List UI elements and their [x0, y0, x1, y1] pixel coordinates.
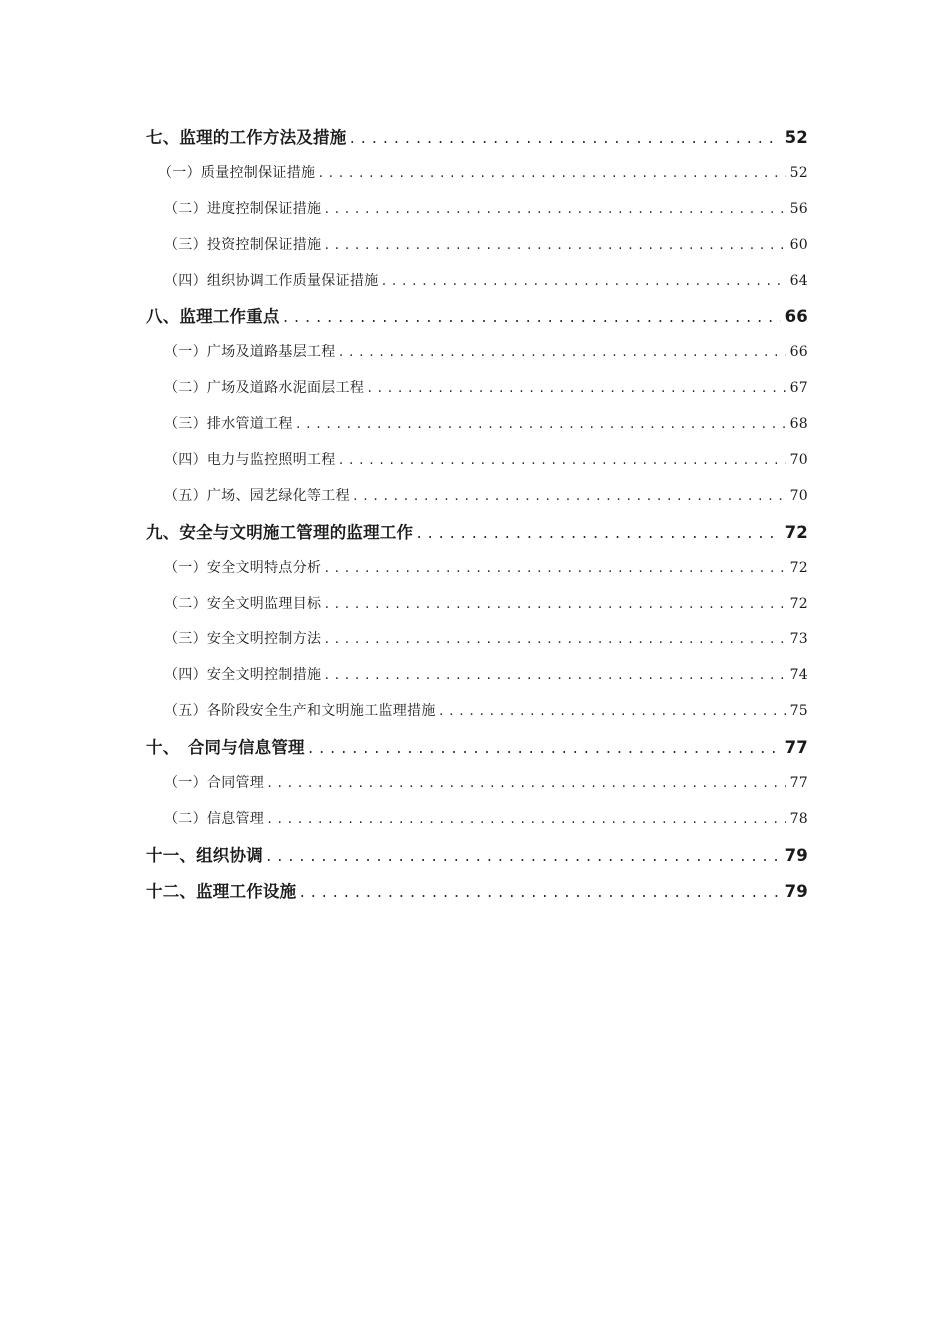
toc-entry-title: （二）安全文明监理目标: [164, 595, 322, 612]
toc-chapter-entry[interactable]: [146, 120, 808, 156]
toc-entry-title: 九、安全与文明施工管理的监理工作: [146, 522, 414, 542]
toc-section-entry[interactable]: [146, 407, 808, 443]
toc-chapter-entry[interactable]: [146, 515, 808, 551]
toc-page-number: 73: [789, 631, 808, 648]
toc-page-number: 56: [789, 200, 808, 217]
toc-entry-title: （三）排水管道工程: [164, 416, 293, 433]
toc-section-entry[interactable]: [146, 587, 808, 623]
toc-section-entry[interactable]: [146, 228, 808, 264]
toc-chapter-entry[interactable]: [146, 299, 808, 335]
toc-entry-title: 八、监理工作重点: [146, 307, 280, 327]
toc-dot-leader: [282, 301, 781, 337]
toc-page-number: 74: [789, 667, 808, 684]
toc-section-entry[interactable]: [146, 622, 808, 658]
toc-page-number: 77: [789, 775, 808, 792]
toc-entry-title: （二）信息管理: [164, 810, 265, 827]
toc-page-number: 67: [789, 380, 808, 397]
toc-dot-leader: [317, 156, 785, 192]
toc-section-entry[interactable]: [146, 658, 808, 694]
toc-entry-title: 七、监理的工作方法及措施: [146, 128, 347, 147]
toc-page-number: 77: [784, 738, 808, 758]
toc-section-entry[interactable]: [146, 335, 808, 371]
toc-page-number: 78: [789, 810, 808, 827]
toc-dot-leader: [438, 694, 786, 730]
toc-entry-title: （一）质量控制保证措施: [158, 164, 316, 181]
toc-entry-title: （二）进度控制保证措施: [164, 200, 322, 217]
toc-dot-leader: [323, 228, 785, 264]
toc-page-number: 66: [789, 344, 808, 361]
toc-page-number: 70: [789, 487, 808, 504]
toc-section-entry[interactable]: [146, 479, 808, 515]
toc-chapter-entry[interactable]: [146, 838, 808, 874]
toc-entry-title: （一）合同管理: [164, 775, 265, 792]
toc-page-number: 64: [789, 272, 808, 289]
toc-section-entry[interactable]: [146, 192, 808, 228]
toc-dot-leader: [266, 766, 785, 802]
toc-page-number: 52: [784, 128, 808, 147]
toc-dot-leader: [338, 335, 786, 371]
toc-dot-leader: [266, 802, 785, 838]
toc-dot-leader: [323, 622, 785, 658]
toc-page-number: 70: [789, 452, 808, 469]
toc-chapter-entry[interactable]: [146, 874, 808, 910]
toc-dot-leader: [338, 443, 786, 479]
toc-section-entry[interactable]: [146, 443, 808, 479]
toc-entry-title: 十、 合同与信息管理: [146, 738, 305, 758]
toc-page-number: 52: [789, 164, 808, 181]
toc-page-number: 72: [789, 595, 808, 612]
toc-dot-leader: [265, 840, 781, 876]
toc-dot-leader: [352, 479, 786, 515]
toc-section-entry[interactable]: [146, 694, 808, 730]
toc-dot-leader: [323, 587, 785, 623]
toc-dot-leader: [366, 371, 785, 407]
toc-page-number: 79: [784, 881, 808, 901]
toc-dot-leader: [348, 122, 780, 158]
toc-entry-title: （一）广场及道路基层工程: [164, 344, 336, 361]
toc-dot-leader: [415, 517, 780, 553]
toc-page-number: 75: [789, 703, 808, 720]
table-of-contents: [146, 120, 808, 910]
toc-entry-title: 十一、组织协调: [146, 845, 263, 865]
toc-section-entry[interactable]: [146, 156, 808, 192]
toc-section-entry[interactable]: [146, 551, 808, 587]
toc-dot-leader: [323, 658, 785, 694]
toc-dot-leader: [381, 264, 786, 300]
toc-entry-title: （五）广场、园艺绿化等工程: [164, 487, 350, 504]
toc-dot-leader: [307, 732, 781, 768]
toc-dot-leader: [323, 551, 785, 587]
toc-section-entry[interactable]: [146, 264, 808, 300]
toc-page-number: 72: [784, 522, 808, 542]
toc-page-number: 79: [784, 845, 808, 865]
toc-section-entry[interactable]: [146, 766, 808, 802]
toc-entry-title: （四）电力与监控照明工程: [164, 452, 336, 469]
toc-page-number: 72: [789, 559, 808, 576]
toc-section-entry[interactable]: [146, 371, 808, 407]
toc-entry-title: （四）组织协调工作质量保证措施: [164, 272, 379, 289]
toc-page-number: 60: [789, 236, 808, 253]
toc-chapter-entry[interactable]: [146, 730, 808, 766]
toc-dot-leader: [295, 407, 786, 443]
toc-entry-title: （四）安全文明控制措施: [164, 667, 322, 684]
toc-entry-title: （一）安全文明特点分析: [164, 559, 322, 576]
toc-page-number: 68: [789, 416, 808, 433]
toc-entry-title: （三）投资控制保证措施: [164, 236, 322, 253]
toc-entry-title: （三）安全文明控制方法: [164, 631, 322, 648]
toc-dot-leader: [323, 192, 785, 228]
toc-entry-title: （二）广场及道路水泥面层工程: [164, 380, 365, 397]
toc-page-number: 66: [784, 307, 808, 327]
toc-entry-title: （五）各阶段安全生产和文明施工监理措施: [164, 703, 436, 720]
toc-section-entry[interactable]: [146, 802, 808, 838]
toc-entry-title: 十二、监理工作设施: [146, 881, 297, 901]
toc-dot-leader: [298, 876, 780, 912]
